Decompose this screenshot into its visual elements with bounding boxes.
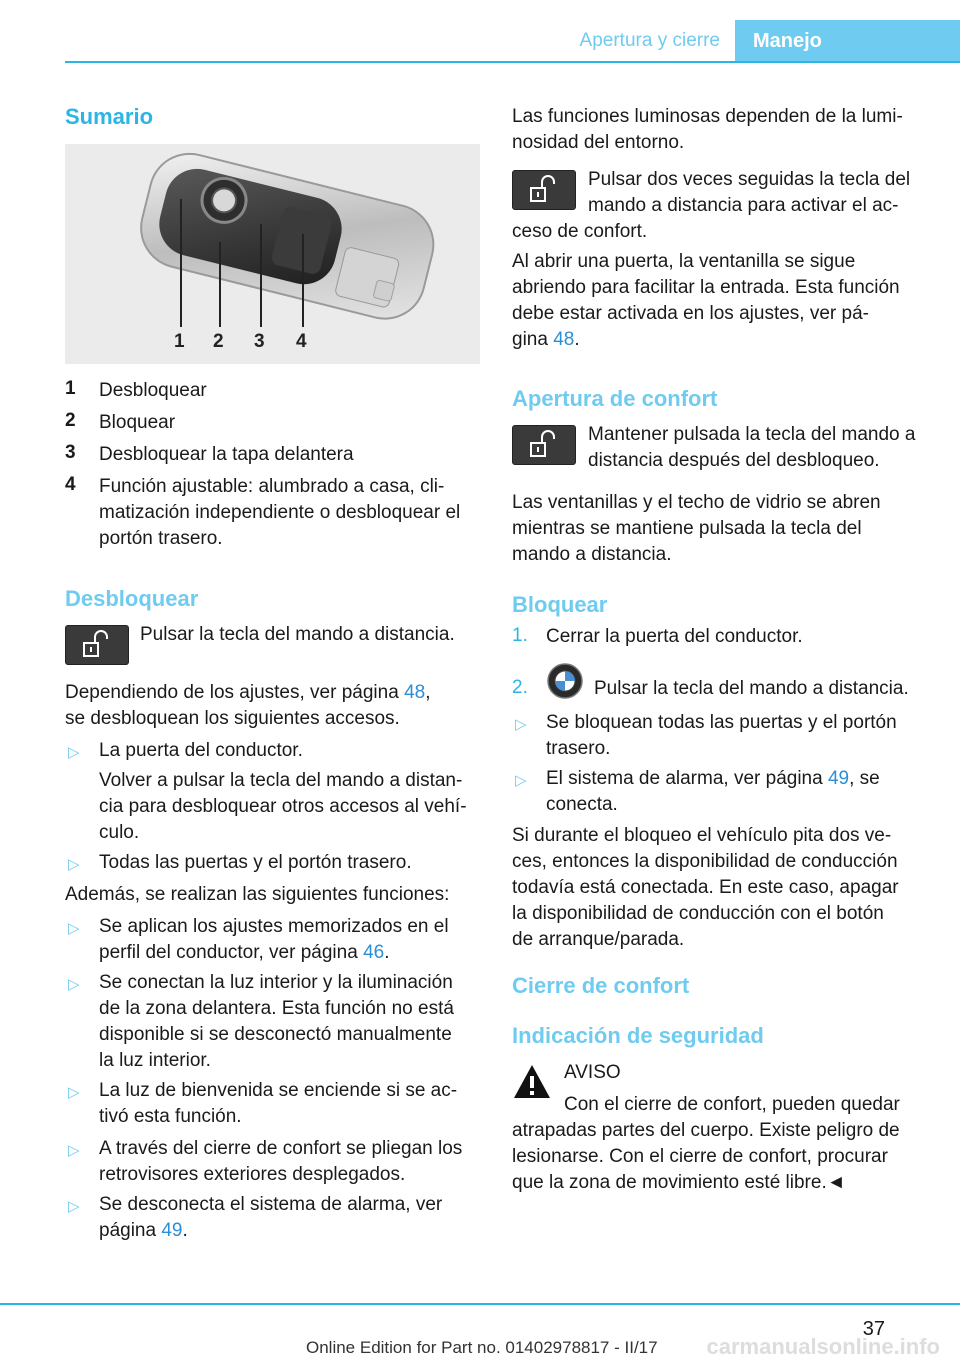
unlock-key-icon bbox=[512, 425, 576, 465]
step-cerrar-puerta: Cerrar la puerta del conductor. bbox=[546, 626, 803, 647]
step-number-2: 2. bbox=[512, 677, 528, 698]
bullet-ajustes: Se aplican los ajustes memorizados en el perfil del conductor, ver página 46. bbox=[99, 916, 449, 963]
ventanillas-paragraph: Las ventanillas y el techo de vidrio se abren mientras se mantiene pulsada la tecla del mando a distancia. bbox=[512, 492, 881, 565]
header-tab: Manejo bbox=[735, 20, 960, 63]
bullet-triangle-icon: ▷ bbox=[68, 1142, 80, 1159]
page-link-49[interactable]: 49 bbox=[161, 1220, 183, 1241]
bullet-sistema-alarma: El sistema de alarma, ver página 49, se conecta. bbox=[546, 768, 880, 815]
bullet-bloquean-puertas: Se bloquean todas las puertas y el portón trasero. bbox=[546, 712, 897, 759]
bullet-alarma: Se desconecta el sistema de alarma, ver página 49. bbox=[99, 1194, 443, 1241]
key-fob-illustration bbox=[65, 144, 480, 364]
page-link-48[interactable]: 48 bbox=[404, 682, 426, 703]
bullet-triangle-icon: ▷ bbox=[515, 772, 527, 789]
page-number: 37 bbox=[862, 1318, 885, 1340]
pulsar-text: Pulsar la tecla del mando a distancia. bbox=[140, 624, 455, 645]
list-number-1: 1 bbox=[65, 378, 76, 399]
pulsar-dos-veces: Pulsar dos veces seguidas la tecla del mando a distancia para activar el ac‐ bbox=[588, 169, 911, 216]
bullet-retrovisores: A través del cierre de confort se pliegan los retrovisores exteriores desplegados. bbox=[99, 1138, 463, 1185]
step-pulsar-tecla: Pulsar la tecla del mando a distancia. bbox=[594, 678, 909, 699]
bullet-triangle-icon: ▷ bbox=[68, 920, 80, 937]
abrir-puerta-paragraph: Al abrir una puerta, la ventanilla se sigue abriendo para facilitar la entrada. Esta función debe estar activada en los ajustes, ver pá‐ gina 48. bbox=[512, 251, 900, 350]
callout-2: 2 bbox=[213, 331, 224, 352]
footer-rule bbox=[0, 1303, 960, 1305]
bullet-triangle-icon: ▷ bbox=[515, 716, 527, 733]
header-section-title: Apertura y cierre bbox=[579, 30, 720, 51]
warning-line-1: Con el cierre de confort, pueden quedar bbox=[564, 1094, 900, 1115]
ademas-text: Además, se realizan las siguientes funciones: bbox=[65, 884, 450, 905]
heading-bloquear: Bloquear bbox=[512, 592, 608, 617]
bmw-logo-icon bbox=[547, 663, 583, 699]
funciones-luminosas-paragraph: Las funciones luminosas dependen de la lumi‐ nosidad del entorno. bbox=[512, 106, 903, 153]
heading-desbloquear: Desbloquear bbox=[65, 586, 199, 611]
heading-apertura-confort: Apertura de confort bbox=[512, 386, 718, 411]
bullet-luz-interior: Se conectan la luz interior y la iluminación de la zona delantera. Esta función no está disponible si se desconectó manualmente la luz interior. bbox=[99, 972, 454, 1071]
page-link-48[interactable]: 48 bbox=[553, 329, 575, 350]
step-number-1: 1. bbox=[512, 625, 528, 646]
page-link-46[interactable]: 46 bbox=[363, 942, 385, 963]
bullet-triangle-icon: ▷ bbox=[68, 1198, 80, 1215]
list-number-4: 4 bbox=[65, 474, 76, 495]
list-item-1: Desbloquear bbox=[99, 380, 207, 401]
bullet-todas-puertas: Todas las puertas y el portón trasero. bbox=[99, 852, 412, 873]
heading-sumario: Sumario bbox=[65, 104, 154, 129]
bullet-triangle-icon: ▷ bbox=[68, 976, 80, 993]
list-number-2: 2 bbox=[65, 410, 76, 431]
key-fob-photo bbox=[65, 144, 480, 364]
acceso-confort-text: ceso de confort. bbox=[512, 221, 648, 242]
callout-4: 4 bbox=[296, 331, 307, 352]
warning-text: atrapadas partes del cuerpo. Existe peligro de lesionarse. Con el cierre de confort, procurar que la zona de movimiento esté libre.◄ bbox=[512, 1120, 900, 1193]
list-item-3: Desbloquear la tapa delantera bbox=[99, 444, 354, 465]
page-link-49[interactable]: 49 bbox=[827, 768, 850, 789]
unlock-key-icon bbox=[65, 625, 129, 665]
list-item-4: Función ajustable: alumbrado a casa, cli‐ matización independiente o desbloquear el portón trasero. bbox=[99, 476, 461, 549]
unlock-key-icon bbox=[512, 170, 576, 210]
heading-cierre-confort: Cierre de confort bbox=[512, 973, 690, 998]
dependiendo-paragraph: Dependiendo de los ajustes, ver página 48, se desbloquean los siguientes accesos. bbox=[65, 682, 431, 729]
header-rule bbox=[65, 61, 960, 63]
bullet-triangle-icon: ▷ bbox=[68, 1084, 80, 1101]
callout-1: 1 bbox=[174, 331, 185, 352]
watermark: carmanualsonline.info bbox=[706, 1334, 940, 1359]
warning-triangle-icon bbox=[512, 1062, 552, 1102]
bloqueo-pita-paragraph: Si durante el bloqueo el vehículo pita dos ve‐ ces, entonces la disponibilidad de conducción todavía está conectada. En este caso, apagar la disponibilidad de conducción con el botón de arranque/parada. bbox=[512, 825, 899, 950]
heading-indicacion-seguridad: Indicación de seguridad bbox=[512, 1023, 764, 1048]
list-number-3: 3 bbox=[65, 442, 76, 463]
bullet-puerta-conductor: La puerta del conductor. bbox=[99, 740, 303, 761]
bullet-triangle-icon: ▷ bbox=[68, 744, 80, 761]
footer-edition: Online Edition for Part no. 01402978817 - II/17 bbox=[306, 1338, 658, 1357]
bullet-puerta-sub: Volver a pulsar la tecla del mando a distan‐ cia para desbloquear otros accesos al vehí‐ culo. bbox=[99, 770, 467, 843]
aviso-label: AVISO bbox=[564, 1062, 621, 1083]
bullet-luz-bienvenida: La luz de bienvenida se enciende si se ac‐ tivó esta función. bbox=[99, 1080, 458, 1127]
list-item-2: Bloquear bbox=[99, 412, 176, 433]
bullet-triangle-icon: ▷ bbox=[68, 856, 80, 873]
callout-3: 3 bbox=[254, 331, 265, 352]
mantener-pulsada: Mantener pulsada la tecla del mando a distancia después del desbloqueo. bbox=[588, 424, 916, 471]
